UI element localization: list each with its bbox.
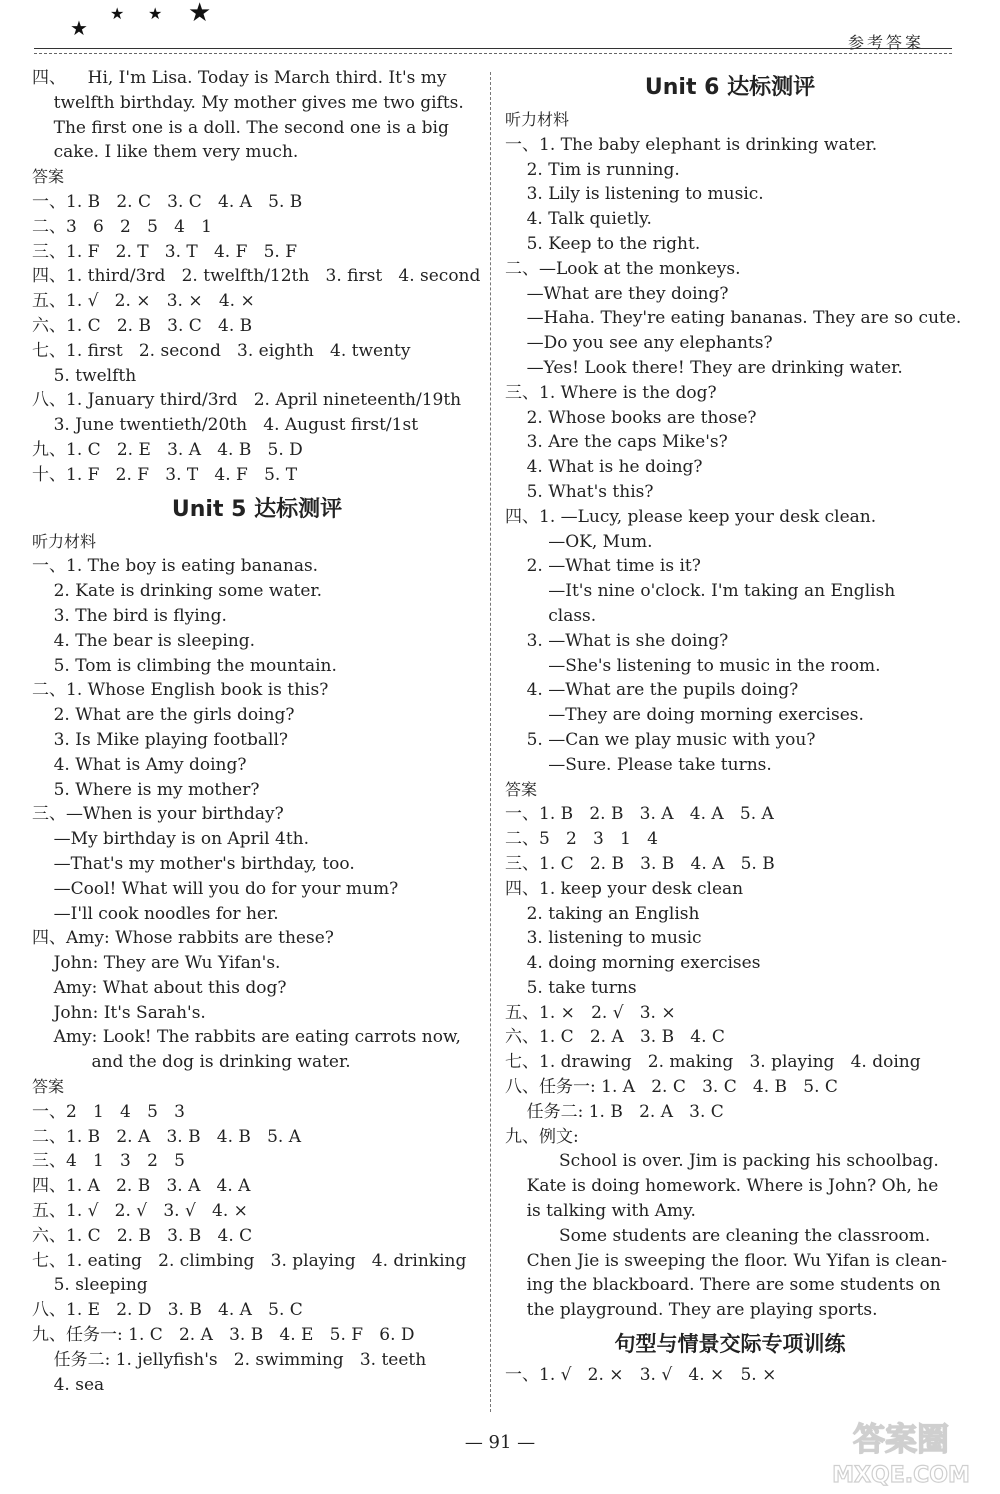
answer-line: 六、1. C 2. A 3. B 4. C — [505, 1027, 725, 1048]
text-line: 四、Amy: Whose rabbits are these? — [32, 928, 334, 949]
text-line: 三、—When is your birthday? — [32, 804, 284, 825]
answer-line: 二、5 2 3 1 4 — [505, 829, 658, 850]
text-line: and the dog is drinking water. — [32, 1052, 351, 1073]
answer-line: 九、任务一: 1. C 2. A 3. B 4. E 5. F 6. D — [32, 1325, 415, 1346]
text-line: —Yes! Look there! They are drinking water. — [505, 357, 903, 378]
answer-line: 3. June twentieth/20th 4. August first/1st — [32, 415, 419, 436]
sample-essay-line: is talking with Amy. — [505, 1201, 696, 1222]
text-line: —It's nine o'clock. I'm taking an English — [505, 581, 896, 602]
text-line: The first one is a doll. The second one is a big — [32, 117, 449, 138]
answer-line: 任务二: 1. B 2. A 3. C — [505, 1101, 724, 1122]
text-line: 5. Keep to the right. — [505, 233, 701, 254]
answer-line: 八、1. January third/3rd 2. April nineteenth/19th — [32, 390, 462, 411]
answer-line: 3. listening to music — [505, 928, 702, 949]
answers-label: 答案 — [32, 1077, 65, 1097]
watermark-top-text: 答案圈 — [852, 1420, 950, 1458]
text-line: 二、1. Whose English book is this? — [32, 680, 329, 701]
star-icon: ★ — [70, 16, 88, 40]
text-line: —What are they doing? — [505, 283, 729, 304]
right-column — [505, 66, 962, 1388]
answer-line: 七、1. first 2. second 3. eighth 4. twenty — [32, 340, 411, 361]
text-line: 5. What's this? — [505, 481, 654, 502]
special-training-title: 句型与情景交际专项训练 — [614, 1332, 846, 1357]
answer-line: 八、任务一: 1. A 2. C 3. C 4. B 5. C — [505, 1077, 838, 1098]
sample-essay-line: Some students are cleaning the classroom. — [505, 1225, 931, 1246]
column-divider — [490, 72, 491, 1412]
text-line: class. — [505, 605, 597, 626]
watermark-logo — [826, 1414, 976, 1490]
answer-line: 七、1. drawing 2. making 3. playing 4. doing — [505, 1052, 921, 1073]
text-line: 四、 Hi, I'm Lisa. Today is March third. It's my — [32, 68, 447, 88]
answer-line: 六、1. C 2. B 3. B 4. C — [32, 1225, 253, 1246]
text-line: 4. What is Amy doing? — [32, 754, 247, 775]
answer-line: 三、1. F 2. T 3. T 4. F 5. F — [32, 241, 298, 262]
text-line: 2. Tim is running. — [505, 159, 680, 180]
answer-line: 5. sleeping — [32, 1275, 148, 1296]
answer-line: 十、1. F 2. F 3. T 4. F 5. T — [32, 464, 298, 485]
sample-essay-line: ing the blackboard. There are some students on — [505, 1275, 941, 1296]
answer-line: 二、3 6 2 5 4 1 — [32, 216, 212, 237]
answer-line: 五、1. √ 2. × 3. × 4. × — [32, 291, 255, 312]
star-icon: ★ — [148, 4, 163, 23]
text-line: —I'll cook noodles for her. — [32, 903, 279, 924]
answer-line: 六、1. C 2. B 3. C 4. B — [32, 315, 253, 336]
text-line: John: They are Wu Yifan's. — [32, 953, 281, 974]
text-line: 2. What are the girls doing? — [32, 705, 295, 726]
listening-label: 听力材料 — [505, 110, 570, 129]
answer-line: 五、1. √ 2. √ 3. √ 4. × — [32, 1201, 248, 1222]
text-line: 4. —What are the pupils doing? — [505, 680, 799, 701]
unit-6-title: Unit 6 达标测评 — [644, 75, 816, 100]
text-line: 一、1. The baby elephant is drinking water. — [505, 134, 878, 155]
sample-essay-line: Kate is doing homework. Where is John? Oh, he — [505, 1176, 939, 1197]
text-line: —OK, Mum. — [505, 531, 653, 552]
text-line: —Sure. Please take turns. — [505, 754, 772, 775]
answer-line: 二、1. B 2. A 3. B 4. B 5. A — [32, 1126, 301, 1147]
text-line: 2. Whose books are those? — [505, 407, 757, 428]
text-line: Amy: Look! The rabbits are eating carrots now, — [32, 1027, 461, 1048]
text-line: 2. —What time is it? — [505, 556, 701, 577]
answer-line: 三、1. C 2. B 3. B 4. A 5. B — [505, 853, 775, 874]
text-line: 3. —What is she doing? — [505, 630, 729, 651]
answer-line: 四、1. third/3rd 2. twelfth/12th 3. first 4. second — [32, 266, 481, 287]
sample-essay-line: Chen Jie is sweeping the floor. Wu Yifan is clean- — [505, 1250, 948, 1271]
text-line: —She's listening to music in the room. — [505, 655, 881, 676]
answer-line: 任务二: 1. jellyfish's 2. swimming 3. teeth — [32, 1349, 427, 1370]
text-line: —Do you see any elephants? — [505, 333, 773, 354]
answer-line: 一、1. B 2. C 3. C 4. A 5. B — [32, 191, 303, 212]
answer-line: 八、1. E 2. D 3. B 4. A 5. C — [32, 1300, 303, 1321]
star-icon: ★ — [110, 4, 125, 23]
text-line: cake. I like them very much. — [32, 142, 299, 163]
text-line: 二、—Look at the monkeys. — [505, 258, 741, 279]
text-line: 3. Lily is listening to music. — [505, 184, 764, 205]
answers-label: 答案 — [32, 167, 65, 187]
text-line: 3. Are the caps Mike's? — [505, 432, 728, 453]
text-line: 4. Talk quietly. — [505, 209, 652, 230]
text-line: 4. What is he doing? — [505, 457, 703, 478]
text-line: 2. Kate is drinking some water. — [32, 581, 323, 602]
answer-line: 四、1. keep your desk clean — [505, 878, 744, 899]
answer-line: 5. twelfth — [32, 365, 137, 386]
star-icon: ★ — [188, 0, 212, 28]
text-line: —Cool! What will you do for your mum? — [32, 878, 399, 899]
answer-line: 2. taking an English — [505, 903, 700, 924]
text-line: —My birthday is on April 4th. — [32, 829, 309, 850]
text-line: 4. The bear is sleeping. — [32, 630, 256, 651]
text-line: —That's my mother's birthday, too. — [32, 853, 355, 874]
answer-line: 三、4 1 3 2 5 — [32, 1151, 185, 1172]
header-label: 参考答案 — [847, 33, 924, 52]
header-rule-dashed — [34, 53, 952, 54]
answer-line: 一、2 1 4 5 3 — [32, 1101, 185, 1122]
answer-line: 五、1. × 2. √ 3. × — [505, 1002, 676, 1023]
text-line: 三、1. Where is the dog? — [505, 382, 717, 403]
text-line: twelfth birthday. My mother gives me two gifts. — [32, 92, 464, 113]
left-column — [32, 66, 482, 1397]
text-line: 5. —Can we play music with you? — [505, 729, 816, 750]
text-line: Amy: What about this dog? — [32, 977, 287, 998]
answer-line: 4. doing morning exercises — [505, 953, 761, 974]
answers-label: 答案 — [505, 779, 538, 799]
answer-line: 一、1. B 2. B 3. A 4. A 5. A — [505, 804, 774, 825]
text-line: 3. Is Mike playing football? — [32, 729, 289, 750]
answer-line: 5. take turns — [505, 977, 637, 998]
answer-line: 四、1. A 2. B 3. A 4. A — [32, 1176, 251, 1197]
text-line: —They are doing morning exercises. — [505, 705, 864, 726]
unit-5-title: Unit 5 达标测评 — [171, 496, 343, 522]
text-line: 5. Where is my mother? — [32, 779, 260, 800]
sample-essay-line: the playground. They are playing sports. — [505, 1300, 878, 1321]
answer-line: 九、例文: — [505, 1126, 579, 1147]
text-line: 四、1. —Lucy, please keep your desk clean. — [505, 506, 877, 527]
answer-line: 一、1. √ 2. × 3. √ 4. × 5. × — [505, 1365, 777, 1386]
text-line: —Haha. They're eating bananas. They are so cute. — [505, 308, 962, 329]
answer-line: 九、1. C 2. E 3. A 4. B 5. D — [32, 439, 303, 460]
header-rule — [34, 48, 952, 49]
listening-label: 听力材料 — [32, 531, 97, 551]
text-line: John: It's Sarah's. — [32, 1002, 206, 1023]
answer-line: 4. sea — [32, 1374, 105, 1395]
answer-line: 七、1. eating 2. climbing 3. playing 4. drinking — [32, 1250, 467, 1271]
watermark-bottom-text: MXQE.COM — [832, 1463, 970, 1488]
page-number: — 91 — — [464, 1432, 536, 1453]
text-line: 一、1. The boy is eating bananas. — [32, 556, 319, 577]
sample-essay-line: School is over. Jim is packing his schoolbag. — [505, 1151, 939, 1172]
text-line: 5. Tom is climbing the mountain. — [32, 655, 337, 676]
page-header — [0, 0, 1000, 64]
text-line: 3. The bird is flying. — [32, 605, 227, 626]
